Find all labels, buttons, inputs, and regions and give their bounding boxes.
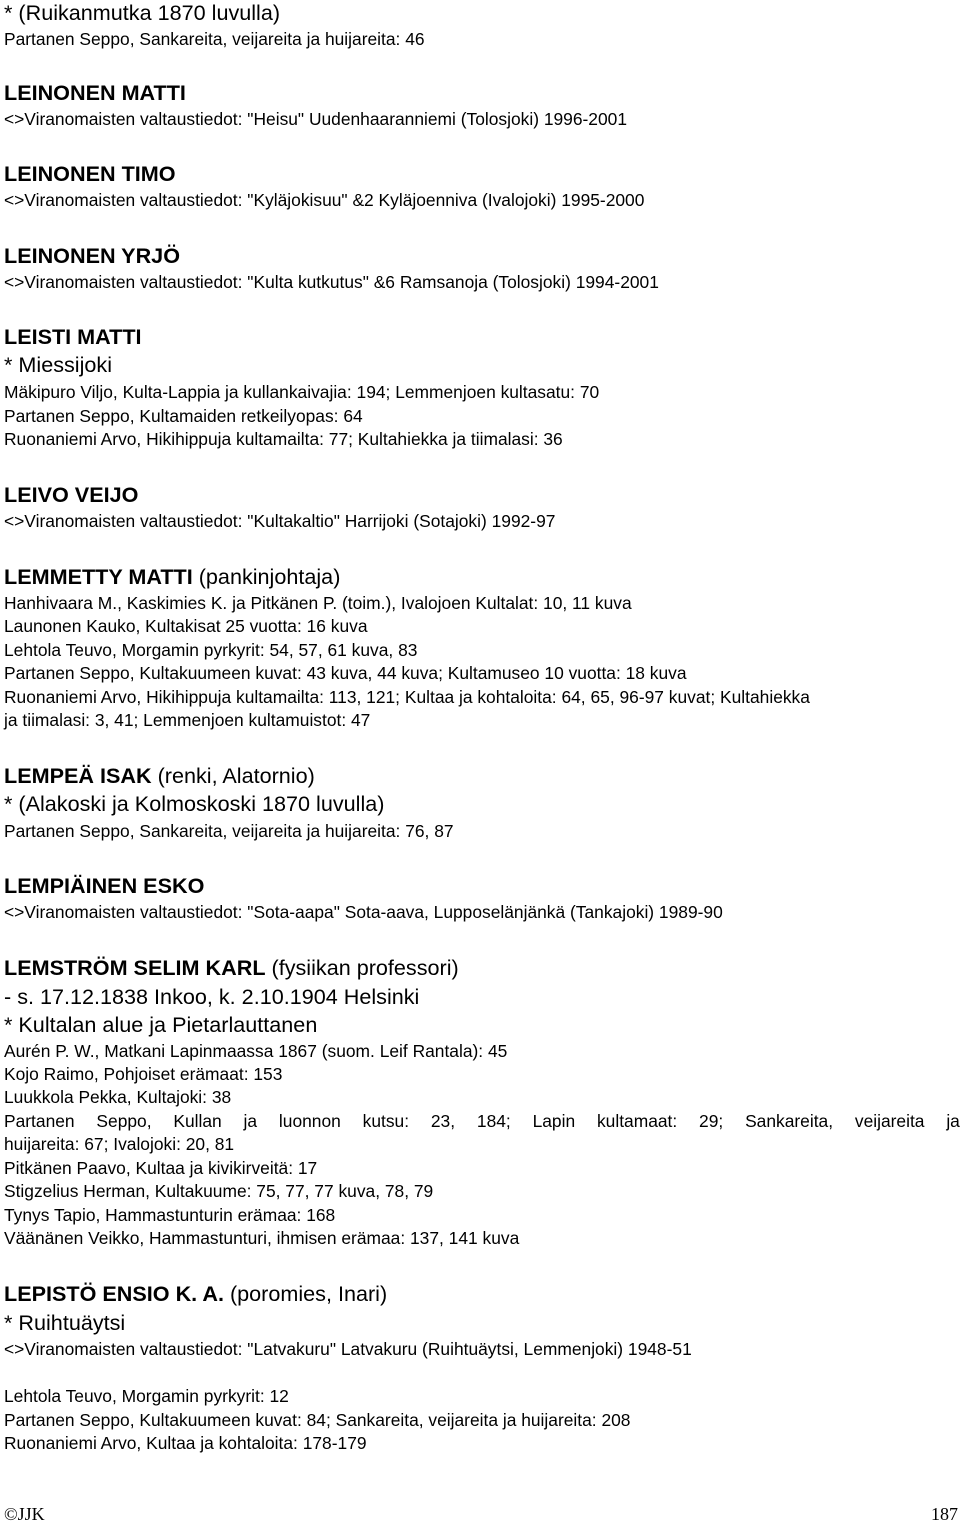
entry-role: (renki, Alatornio) [157,763,315,788]
footer-copyright: ©JJK [4,1504,45,1524]
entry-reference: ja tiimalasi: 3, 41; Lemmenjoen kultamuistot: 47 [4,710,371,730]
entry-reference: Ruonaniemi Arvo, Hikihippuja kultamailta: 77; Kultahiekka ja tiimalasi: 36 [4,429,563,449]
entry-reference: Partanen Seppo, Sankareita, veijareita ja huijareita: 46 [4,29,425,49]
entry-name: LEINONEN TIMO [4,161,176,186]
entry-reference: Pitkänen Paavo, Kultaa ja kivikirveitä: 17 [4,1158,318,1178]
entry-name: LEMSTRÖM SELIM KARL [4,955,266,980]
page-number: 187 [931,1504,958,1524]
entry-place: * (Alakoski ja Kolmoskoski 1870 luvulla) [4,791,385,816]
justified-word: Lapin [532,1111,576,1131]
entry-heading [4,955,459,981]
entry-heading [4,564,340,590]
entry-name: LEISTI MATTI [4,324,142,349]
entry-reference: <>Viranomaisten valtaustiedot: "Kulta kutkutus" &6 Ramsanoja (Tolosjoki) 1994-2001 [4,272,659,292]
entry-life-dates: - s. 17.12.1838 Inkoo, k. 2.10.1904 Helsinki [4,984,420,1009]
justified-word: Seppo, [96,1111,152,1131]
entry-reference: Partanen Seppo, Kultakuumeen kuvat: 43 kuva, 44 kuva; Kultamuseo 10 vuotta: 18 kuva [4,663,687,683]
entry-name: LEMPEÄ ISAK [4,763,152,788]
entry-reference: Hanhivaara M., Kaskimies K. ja Pitkänen P. (toim.), Ivalojoen Kultalat: 10, 11 kuva [4,593,632,613]
entry-name: LEMPIÄINEN ESKO [4,873,205,898]
justified-word: ja [243,1111,258,1131]
entry-reference: <>Viranomaisten valtaustiedot: "Latvakuru" Latvakuru (Ruihtuäytsi, Lemmenjoki) 1948-51 [4,1339,692,1359]
entry-name: LEINONEN MATTI [4,80,186,105]
entry-reference: Partanen Seppo, Kultamaiden retkeilyopas: 64 [4,406,363,426]
entry-name: LEMMETTY MATTI [4,564,193,589]
entry-reference: <>Viranomaisten valtaustiedot: "Kultakaltio" Harrijoki (Sotajoki) 1992-97 [4,511,556,531]
justified-word: luonnon [278,1111,341,1131]
entry-reference: <>Viranomaisten valtaustiedot: "Kyläjokisuu" &2 Kyläjoenniva (Ivalojoki) 1995-2000 [4,190,645,210]
entry-reference: Lehtola Teuvo, Morgamin pyrkyrit: 54, 57, 61 kuva, 83 [4,640,418,660]
justified-word: 29; [699,1111,724,1131]
entry-role: (fysiikan professori) [271,955,459,980]
entry-name: LEPISTÖ ENSIO K. A. [4,1281,224,1306]
entry-reference: Launonen Kauko, Kultakisat 25 vuotta: 16 kuva [4,616,368,636]
entry-reference: Partanen Seppo, Sankareita, veijareita ja huijareita: 76, 87 [4,821,454,841]
entry-reference: <>Viranomaisten valtaustiedot: "Heisu" Uudenhaaranniemi (Tolosjoki) 1996-2001 [4,109,627,129]
entry-heading [4,763,315,789]
justified-word: kutsu: [362,1111,410,1131]
justified-word: ja [946,1111,960,1131]
entry-reference: Mäkipuro Viljo, Kulta-Lappia ja kullankaivajia: 194; Lemmenjoen kultasatu: 70 [4,382,600,402]
justified-word: veijareita [854,1111,925,1131]
entry-heading [4,1281,387,1307]
entry-reference: Ruonaniemi Arvo, Kultaa ja kohtaloita: 178-179 [4,1433,367,1453]
entry-reference-justified [4,1110,960,1132]
entry-reference: Tynys Tapio, Hammastunturin erämaa: 168 [4,1205,336,1225]
justified-word: Kullan [173,1111,222,1131]
entry-reference: Lehtola Teuvo, Morgamin pyrkyrit: 12 [4,1386,289,1406]
entry-role: (pankinjohtaja) [198,564,341,589]
justified-word: Partanen [4,1111,75,1131]
entry-reference: <>Viranomaisten valtaustiedot: "Sota-aapa" Sota-aava, Lupposelänjänkä (Tankajoki) 1989-90 [4,902,723,922]
entry-reference: Väänänen Veikko, Hammastunturi, ihmisen erämaa: 137, 141 kuva [4,1228,520,1248]
entry-name: LEIVO VEIJO [4,482,139,507]
justified-word: 23, [430,1111,456,1131]
entry-reference: Kojo Raimo, Pohjoiset erämaat: 153 [4,1064,283,1084]
entry-place: * Kultalan alue ja Pietarlauttanen [4,1012,318,1037]
entry-reference: Luukkola Pekka, Kultajoki: 38 [4,1087,232,1107]
entry-name: LEINONEN YRJÖ [4,243,180,268]
justified-word: kultamaat: [596,1111,678,1131]
entry-reference: huijareita: 67; Ivalojoki: 20, 81 [4,1134,235,1154]
entry-reference: Partanen Seppo, Kultakuumeen kuvat: 84; Sankareita, veijareita ja huijareita: 208 [4,1410,631,1430]
justified-word: 184; [476,1111,511,1131]
entry-place: * (Ruikanmutka 1870 luvulla) [4,0,281,25]
entry-reference: Ruonaniemi Arvo, Hikihippuja kultamailta: 113, 121; Kultaa ja kohtaloita: 64, 65, 96-97 kuvat; Kultahiekka [4,687,810,707]
entry-place: * Miessijoki [4,352,112,377]
justified-word: Sankareita, [745,1111,834,1131]
entry-reference: Stigzelius Herman, Kultakuume: 75, 77, 77 kuva, 78, 79 [4,1181,434,1201]
entry-role: (poromies, Inari) [229,1281,388,1306]
entry-reference: Aurén P. W., Matkani Lapinmaassa 1867 (suom. Leif Rantala): 45 [4,1041,508,1061]
entry-place: * Ruihtuäytsi [4,1310,126,1335]
